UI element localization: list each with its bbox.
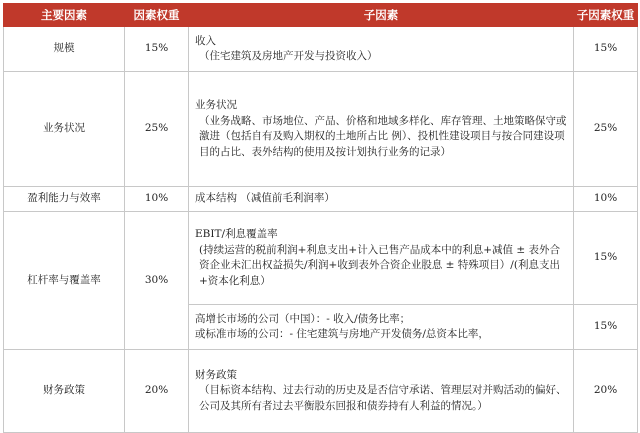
table-row bbox=[4, 212, 638, 305]
rating-factor-table bbox=[3, 3, 638, 433]
main-factor-cell: 杠杆率与覆盖率 bbox=[4, 212, 125, 350]
main-factor-cell: 盈利能力与效率 bbox=[4, 187, 125, 212]
sub-factor-title: 财务政策 bbox=[195, 368, 237, 381]
sub-factor-weight-cell: 10% bbox=[574, 187, 638, 212]
header-sub-factor: 子因素 bbox=[189, 4, 574, 27]
sub-factor-weight-cell: 20% bbox=[574, 350, 638, 433]
main-factor-cell: 业务状况 bbox=[4, 72, 125, 187]
sub-factor-title: EBIT/利息覆盖率 bbox=[195, 228, 278, 240]
sub-factor-title: 收入 bbox=[195, 34, 216, 47]
main-factor-cell: 财务政策 bbox=[4, 350, 125, 433]
table-row bbox=[4, 27, 638, 72]
table-header-row bbox=[4, 4, 638, 27]
header-factor-weight: 因素权重 bbox=[125, 4, 189, 27]
table-row bbox=[4, 350, 638, 433]
sub-factor-weight-cell: 25% bbox=[574, 72, 638, 187]
sub-factor-weight-cell: 15% bbox=[574, 27, 638, 72]
table-row bbox=[4, 187, 638, 212]
sub-factor-cell bbox=[189, 305, 574, 350]
sub-factor-title: 高增长市场的公司（中国）：- 收入/债务比率； bbox=[195, 312, 411, 325]
sub-factor-description: 或标准市场的公司：- 住宅建筑与房地产开发债务/总资本比率， bbox=[195, 328, 489, 340]
sub-factor-cell bbox=[189, 187, 574, 212]
main-factor-cell: 规模 bbox=[4, 27, 125, 72]
sub-factor-title: 业务状况 bbox=[195, 99, 237, 111]
factor-weight-cell: 10% bbox=[125, 187, 189, 212]
sub-factor-title: 成本结构 （减值前毛利润率） bbox=[195, 192, 335, 205]
table-row bbox=[4, 72, 638, 187]
sub-factor-cell bbox=[189, 350, 574, 433]
sub-factor-description: (持续运营的税前利润+利息支出+计入已售产品成本中的利息+减值 ± 表外合资企业未汇出权益损失/利润+收到表外合资企业股息 ± 特殊项目）/(利息支出+资本化利息） bbox=[199, 243, 560, 287]
sub-factor-weight-cell: 15% bbox=[574, 305, 638, 350]
header-sub-factor-weight: 子因素权重 bbox=[574, 4, 638, 27]
sub-factor-description: （目标资本结构、过去行动的历史及是否信守承诺、管理层对并购活动的偏好、公司及其所有者过去平衡股东回报和债券持有人利益的情况。） bbox=[199, 384, 567, 412]
header-main-factor: 主要因素 bbox=[4, 4, 125, 27]
sub-factor-cell bbox=[189, 27, 574, 72]
sub-factor-cell bbox=[189, 72, 574, 187]
sub-factor-cell bbox=[189, 212, 574, 305]
factor-weight-cell: 15% bbox=[125, 27, 189, 72]
factor-weight-cell: 25% bbox=[125, 72, 189, 187]
sub-factor-description: （住宅建筑及房地产开发与投资收入） bbox=[199, 50, 378, 62]
sub-factor-weight-cell: 15% bbox=[574, 212, 638, 305]
factor-weight-cell: 20% bbox=[125, 350, 189, 433]
sub-factor-description: （业务战略、市场地位、产品、价格和地域多样化、库存管理、土地策略保守或激进（包括自有及购入期权的土地所占比 例）、投机性建设项目与按合同建设项目的占比、表外结构的使用及按计划执行业务的记录） bbox=[199, 114, 567, 158]
factor-weight-cell: 30% bbox=[125, 212, 189, 350]
